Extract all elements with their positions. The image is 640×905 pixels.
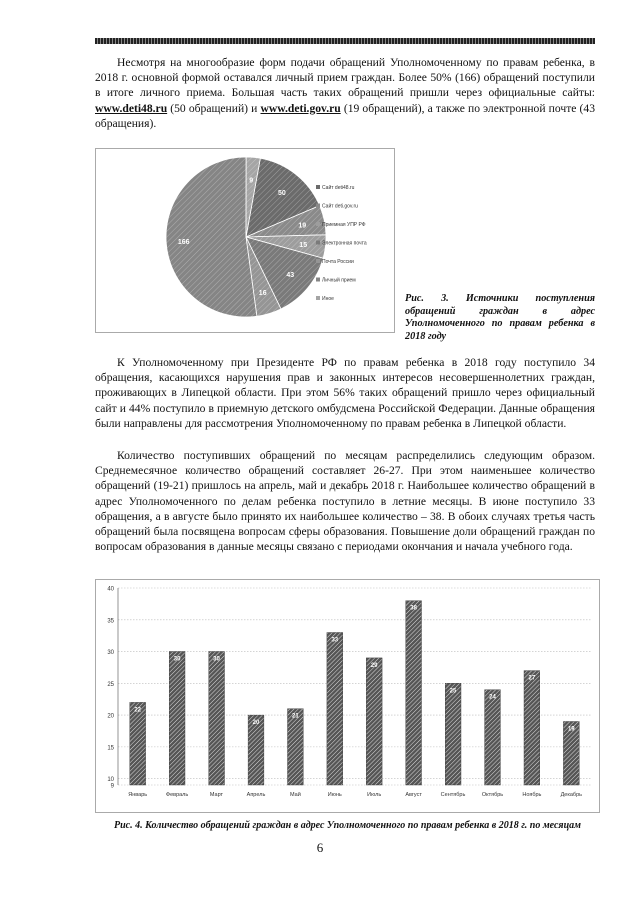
- bar-value-label-1: 30: [173, 656, 181, 663]
- pie-label-4: 16: [258, 290, 267, 298]
- bar-ytick-1: 10: [107, 777, 114, 784]
- bar-chart: [96, 580, 599, 812]
- bar-category-label-4: Май: [290, 792, 301, 798]
- pie-legend-label-0: Сайт deti48.ru: [322, 185, 355, 191]
- pie-label-3: 43: [286, 271, 295, 279]
- paragraph-federal: [95, 355, 595, 431]
- pie-legend-label-3: Электронная почта: [322, 240, 367, 247]
- bar-2: [209, 652, 225, 786]
- bar-value-label-10: 27: [528, 675, 536, 682]
- pie-slice-hatch-5: [166, 157, 257, 317]
- paragraph-sources: [95, 55, 595, 131]
- pie-legend-swatch-4: [316, 259, 320, 263]
- bar-value-label-7: 38: [410, 605, 417, 612]
- bar-ytick-0: 9: [110, 783, 114, 790]
- link-deti-gov[interactable]: www.deti.gov.ru: [260, 101, 341, 115]
- bar-ytick-2: 15: [107, 745, 114, 752]
- pie-legend-label-2: Приемная УПР РФ: [322, 222, 366, 228]
- link-deti48[interactable]: www.deti48.ru: [95, 101, 168, 115]
- bar-value-label-8: 25: [449, 688, 457, 695]
- bar-ytick-3: 20: [107, 713, 114, 720]
- bar-ytick-5: 30: [107, 650, 114, 657]
- pie-chart: [96, 149, 394, 332]
- bar-category-label-3: Апрель: [246, 792, 266, 798]
- pie-legend-label-6: Иное: [322, 296, 334, 302]
- bar-category-label-0: Январь: [128, 792, 148, 798]
- pie-legend-swatch-0: [316, 185, 320, 189]
- header-rule: [95, 38, 595, 44]
- caption-fig3: Рис. 3. Источники поступления обращений граждан в адрес Уполномоченного по правам ребенка в 2018 году: [405, 293, 595, 342]
- bar-7: [406, 601, 422, 785]
- bar-value-label-5: 33: [331, 637, 339, 644]
- pie-label-5: 166: [177, 239, 190, 247]
- bar-category-label-10: Ноябрь: [522, 792, 542, 798]
- bar-category-label-6: Июль: [367, 792, 382, 798]
- figure-bar: [95, 579, 600, 813]
- pie-legend-label-1: Сайт deti.gov.ru: [322, 203, 358, 210]
- p1-text-b: (50 обращений) и: [167, 101, 261, 115]
- bar-6: [366, 658, 382, 785]
- bar-category-label-9: Октябрь: [481, 792, 504, 798]
- figure-pie: [95, 148, 395, 333]
- bar-category-label-8: Сентябрь: [440, 792, 466, 798]
- bar-5: [327, 633, 343, 786]
- bar-ytick-7: 40: [107, 586, 114, 593]
- p1-text-c: (19 обращений), а также по электронной почте (43 обращения).: [95, 101, 595, 130]
- pie-legend-swatch-6: [316, 296, 320, 300]
- bar-ytick-6: 35: [107, 618, 114, 625]
- bar-value-label-9: 24: [489, 694, 496, 701]
- bar-category-label-7: Август: [405, 792, 422, 798]
- bar-category-label-2: Март: [209, 792, 224, 798]
- bar-9: [485, 690, 501, 785]
- pie-label-0: 50: [278, 190, 286, 197]
- bar-value-label-11: 19: [567, 726, 575, 733]
- bar-value-label-4: 21: [292, 713, 299, 720]
- pie-legend-swatch-2: [316, 222, 320, 226]
- bar-10: [524, 671, 540, 785]
- bar-category-label-1: Февраль: [165, 792, 189, 798]
- bar-value-label-0: 22: [134, 707, 142, 714]
- p3-text: Количество поступивших обращений по месяцам распределились следующим образом. Среднемесячное количество обращений составляет 26-27. При этом наименьшее количество обращений (19-21) пришлось на апрель, май и декабрь 2018 г. Наибольшее количество обращений в адрес Уполномоченного по делам ребенка поступило в летние месяцы. В июне поступило 33 обращения, а в августе было принято их наибольшее количество – 38. В обоих случаях третья часть обращений была посвящена вопросам сферы образования. Повышение доли обращений граждан по вопросам образования в данные месяцы связано с периодами окончания и начала учебного года.: [95, 449, 595, 554]
- p1-text-a: Несмотря на многообразие форм подачи обращений Уполномоченному по правам ребенка, в 2018 г. основной формой оставался личный прием граждан. Более 50% (166) обращений поступили в итоге личного приема. Большая часть таких обращений пришли через официальные сайты:: [95, 56, 595, 100]
- bar-ytick-4: 25: [107, 681, 114, 688]
- pie-label-2: 15: [299, 241, 308, 249]
- page-number: 6: [316, 840, 324, 855]
- pie-label-6: 9: [249, 177, 254, 185]
- pie-label-1: 19: [298, 222, 307, 230]
- caption-fig4: Рис. 4. Количество обращений граждан в адрес Уполномоченного по правам ребенка в 2018 г. по месяцам: [114, 820, 581, 831]
- bar-category-label-11: Декабрь: [560, 792, 583, 798]
- pie-legend-swatch-1: [316, 204, 320, 208]
- pie-legend-label-5: Личный прием: [322, 277, 356, 284]
- pie-legend-swatch-5: [316, 278, 320, 282]
- bar-8: [445, 683, 461, 785]
- paragraph-monthly: [95, 448, 595, 554]
- bar-value-label-3: 20: [252, 720, 260, 727]
- bar-1: [169, 652, 185, 786]
- pie-legend-label-4: Почта России: [322, 259, 354, 265]
- p2-text: К Уполномоченному при Президенте РФ по правам ребенка в 2018 году поступило 34 обращения, касающихся нарушения прав и законных интересов несовершеннолетних граждан, проживающих в Липецкой области. При этом 56% таких обращений пришло через официальный сайт и 44% поступило в приемную детского омбудсмена Российской Федерации. Данные обращения были направлены для рассмотрения Уполномоченному по правам ребенка в Липецкой области.: [95, 356, 595, 430]
- bar-category-label-5: Июнь: [327, 792, 342, 798]
- pie-legend-swatch-3: [316, 241, 320, 245]
- bar-value-label-6: 29: [370, 662, 378, 669]
- bar-4: [288, 709, 304, 785]
- bar-value-label-2: 30: [213, 656, 220, 663]
- bar-0: [130, 702, 146, 785]
